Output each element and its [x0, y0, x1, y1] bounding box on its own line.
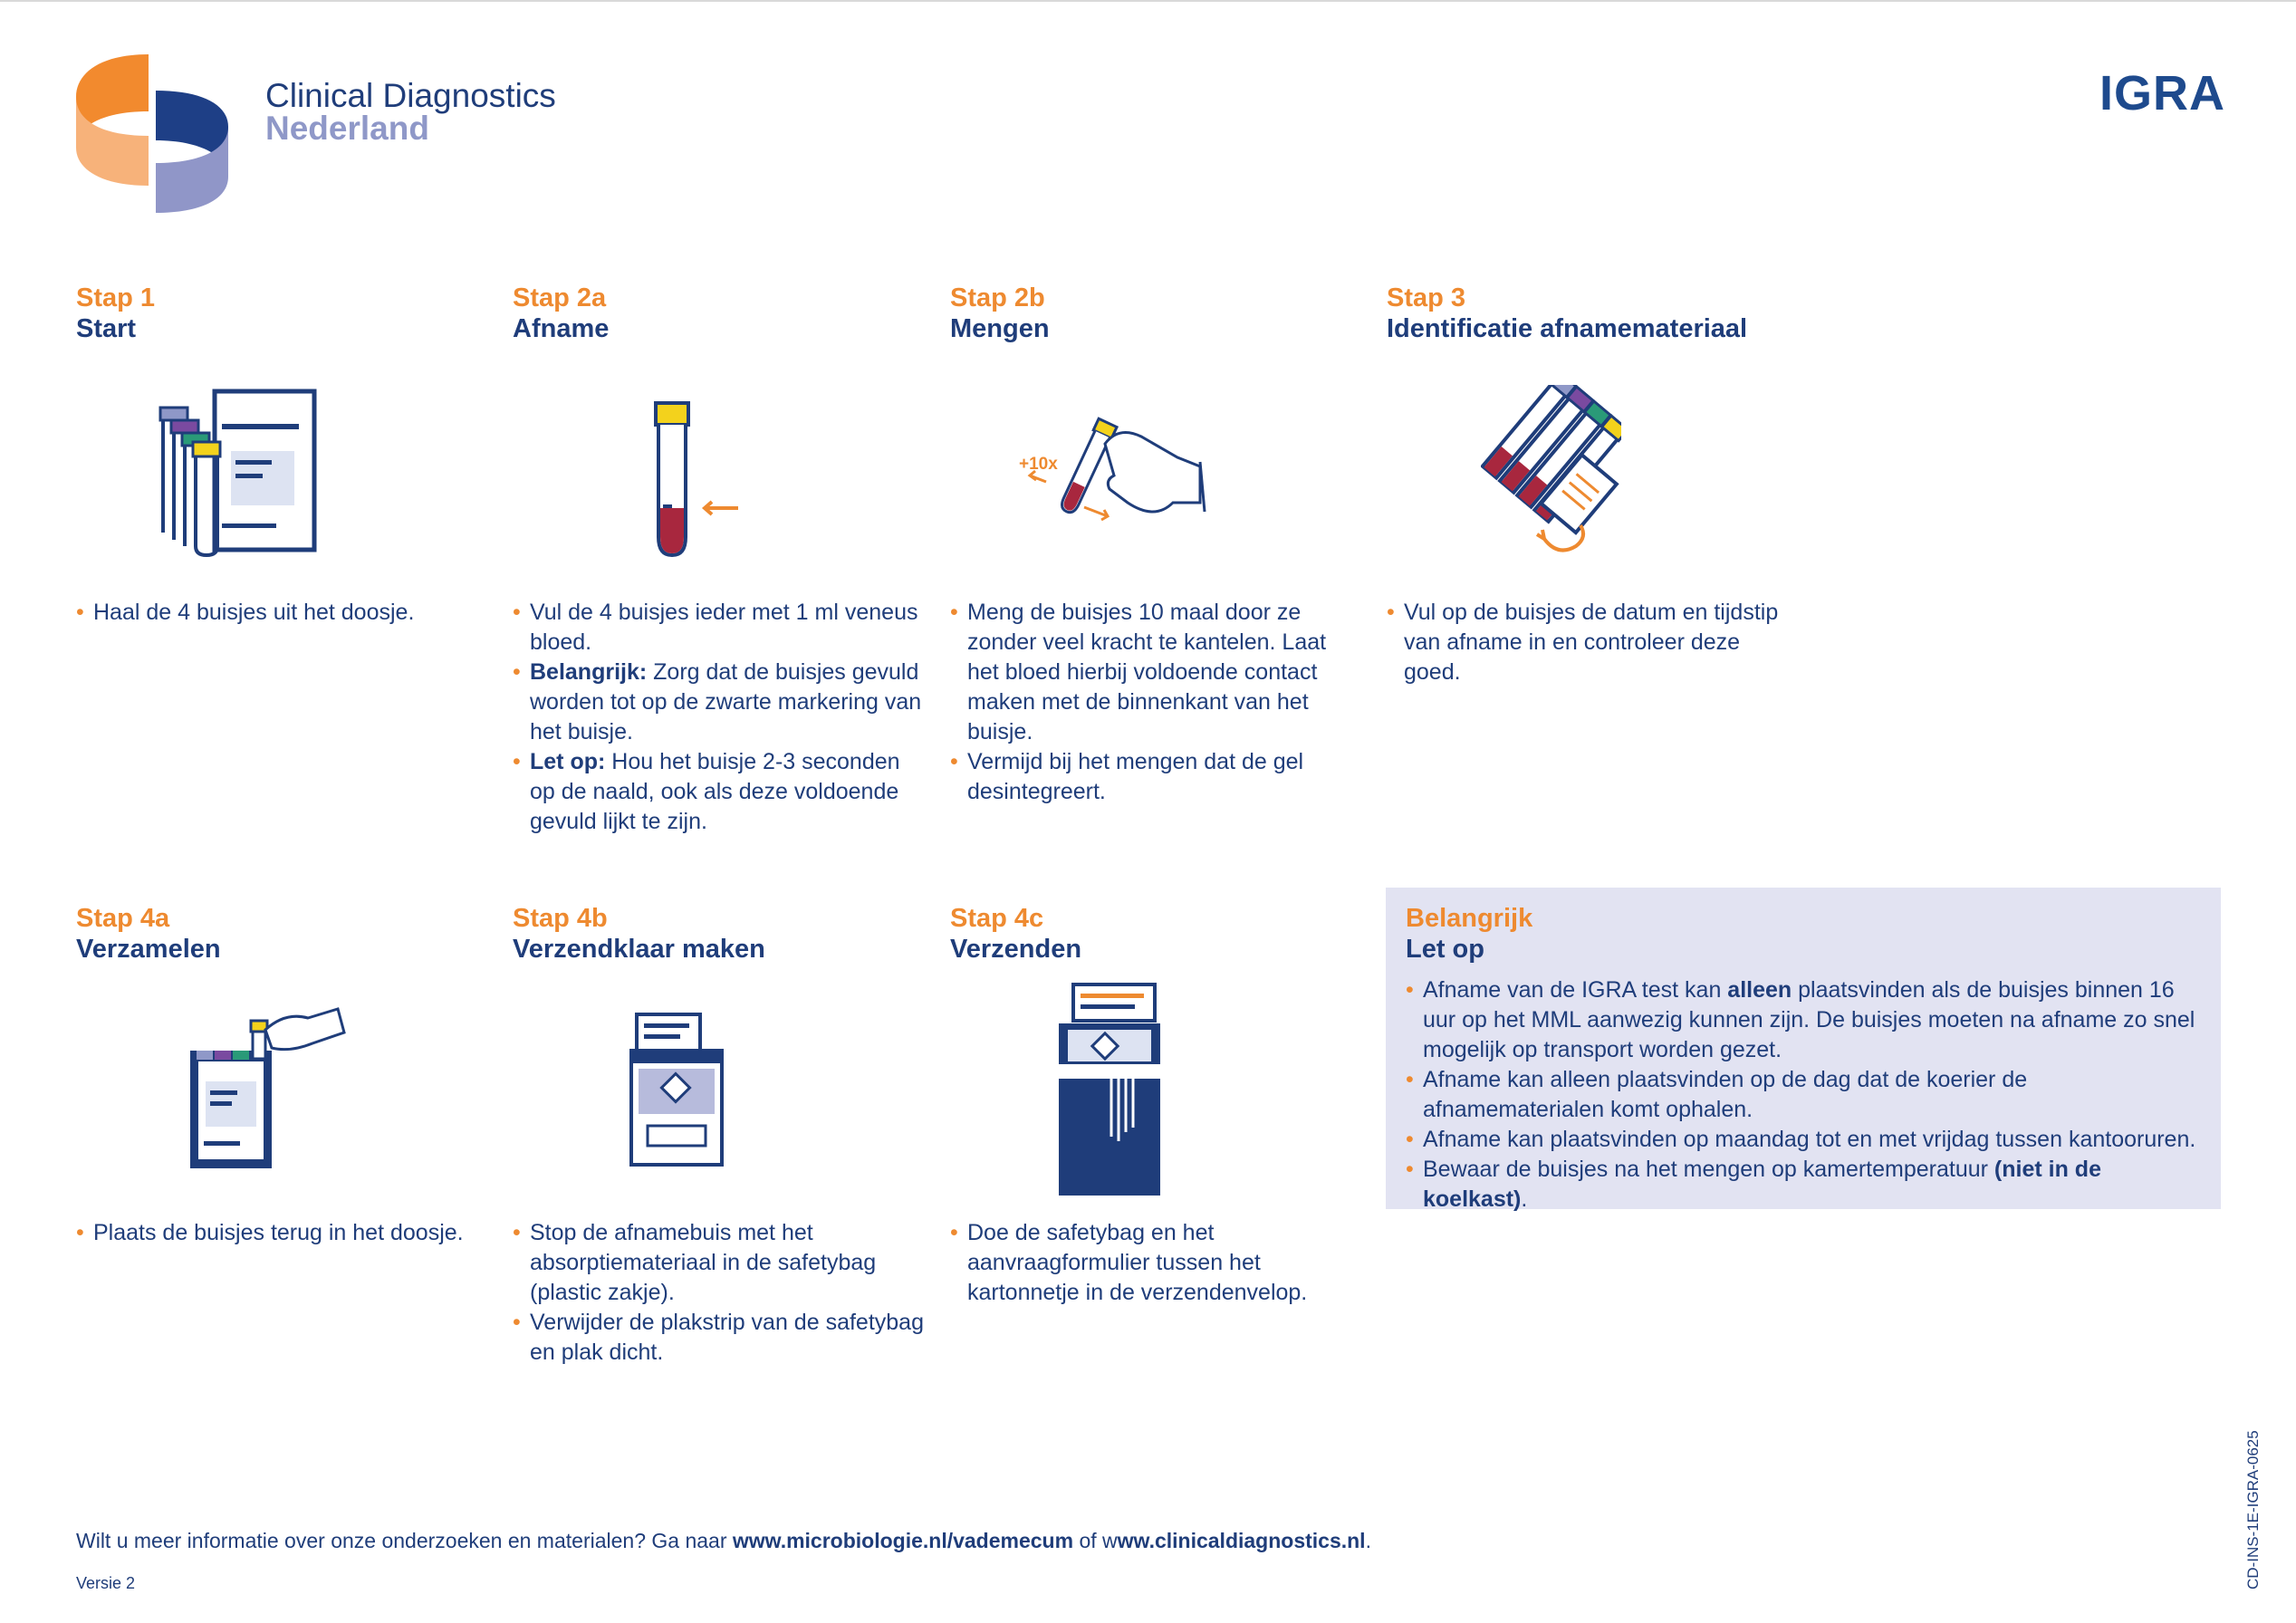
brand-subname: Nederland — [265, 110, 429, 147]
list-item: • Stop de afnamebuis met het absorptiemateriaal in de safetybag (plastic zakje). — [513, 1220, 877, 1305]
step-2a — [513, 283, 911, 344]
list-item: • Afname van de IGRA test kan alleen plaatsvinden als de buisjes binnen 16 uur op het MML aanwezig kunnen zijn. De buisjes moeten na afname zo snel mogelijk op transport worden gezet. — [1406, 977, 2195, 1062]
step-4c — [950, 903, 1349, 965]
document-title: IGRA — [2099, 66, 2225, 120]
vademecum-link[interactable]: www.microbiologie.nl/vademecum — [732, 1529, 1074, 1552]
document-code: CD-INS-1E-IGRA-0625 — [2244, 1430, 2262, 1589]
envelope-icon — [1055, 983, 1164, 1198]
step-title: Verzendklaar maken — [513, 935, 765, 964]
labeled-tubes-icon — [1481, 385, 1621, 562]
step-title: Identificatie afnamemateriaal — [1387, 314, 1748, 343]
step-title: Verzamelen — [76, 935, 221, 964]
step-4b-bullets — [513, 1218, 929, 1368]
step-3-bullets — [1387, 598, 1785, 687]
blood-tube-icon — [652, 401, 743, 560]
list-item: • Vul de 4 buisjes ieder met 1 ml veneus bloed. — [513, 600, 918, 655]
list-item: • Haal de 4 buisjes uit het doosje. — [76, 600, 415, 625]
notice-bullets — [1406, 975, 2212, 1215]
tubes-into-box-icon — [186, 1007, 349, 1170]
footer-info: Wilt u meer informatie over onze onderzoeken en materialen? Ga naar www.microbiologie.nl/vademecum of www.clinicaldiagnostics.nl. — [76, 1529, 1371, 1552]
list-item: • Doe de safetybag en het aanvraagformulier tussen het kartonnetje in de verzendenvelop. — [950, 1220, 1308, 1305]
version-label: Versie 2 — [76, 1574, 136, 1592]
list-item: • Vermijd bij het mengen dat de gel desintegreert. — [950, 749, 1304, 804]
step-title: Mengen — [950, 314, 1050, 343]
step-number: Stap 4a — [76, 904, 170, 933]
repeat-badge: +10x — [1019, 455, 1058, 474]
step-4a — [76, 903, 475, 965]
step-title: Verzenden — [950, 935, 1082, 964]
top-rule — [0, 0, 2296, 2]
step-number: Stap 3 — [1387, 283, 1466, 312]
notice-title: Let op — [1406, 935, 1484, 964]
list-item: • Meng de buisjes 10 maal door ze zonder veel kracht te kantelen. Laat het bloed hierbij voldoende contact maken met de binnenkant van het buisje. — [950, 600, 1327, 744]
step-number: Stap 4b — [513, 904, 608, 933]
notice-heading: Belangrijk — [1406, 904, 1533, 933]
website-link[interactable]: ww.clinicaldiagnostics.nl — [1117, 1529, 1366, 1552]
list-item: • Verwijder de plakstrip van de safetybag en plak dicht. — [513, 1310, 924, 1365]
step-4c-bullets — [950, 1218, 1349, 1308]
brand-logo — [74, 50, 600, 217]
step-2a-bullets — [513, 598, 929, 837]
important-notice-panel — [1386, 888, 2221, 1212]
step-2b-bullets — [950, 598, 1349, 807]
step-title: Start — [76, 314, 137, 343]
list-item: • Belangrijk: Zorg dat de buisjes gevuld worden tot op de zwarte markering van het buisje. — [513, 659, 922, 744]
step-1-bullets — [76, 598, 475, 628]
step-1 — [76, 283, 475, 344]
step-number: Stap 1 — [76, 283, 156, 312]
brand-name: Clinical Diagnostics — [265, 77, 556, 114]
list-item: • Bewaar de buisjes na het mengen op kamertemperatuur (niet in de koelkast). — [1406, 1157, 2101, 1212]
step-number: Stap 4c — [950, 904, 1044, 933]
step-2b — [950, 283, 1349, 344]
step-number: Stap 2b — [950, 283, 1045, 312]
tubes-and-box-icon — [159, 388, 322, 560]
hand-shaking-tube-icon — [1019, 417, 1214, 534]
list-item: • Afname kan alleen plaatsvinden op de dag dat de koerier de afnamematerialen komt ophalen. — [1406, 1067, 2028, 1122]
list-item: • Vul op de buisjes de datum en tijdstip van afname in en controleer deze goed. — [1387, 600, 1779, 685]
step-title: Afname — [513, 314, 610, 343]
step-3 — [1387, 283, 1785, 344]
safetybag-icon — [628, 1013, 727, 1167]
list-item: • Afname kan plaatsvinden op maandag tot en met vrijdag tussen kantooruren. — [1406, 1127, 2196, 1152]
step-4b — [513, 903, 911, 965]
step-4a-bullets — [76, 1218, 493, 1248]
ring-logo-icon — [74, 50, 255, 217]
list-item: • Let op: Hou het buisje 2-3 seconden op de naald, ook als deze voldoende gevuld lijkt te zijn. — [513, 749, 900, 834]
step-number: Stap 2a — [513, 283, 607, 312]
list-item: • Plaats de buisjes terug in het doosje. — [76, 1220, 464, 1245]
